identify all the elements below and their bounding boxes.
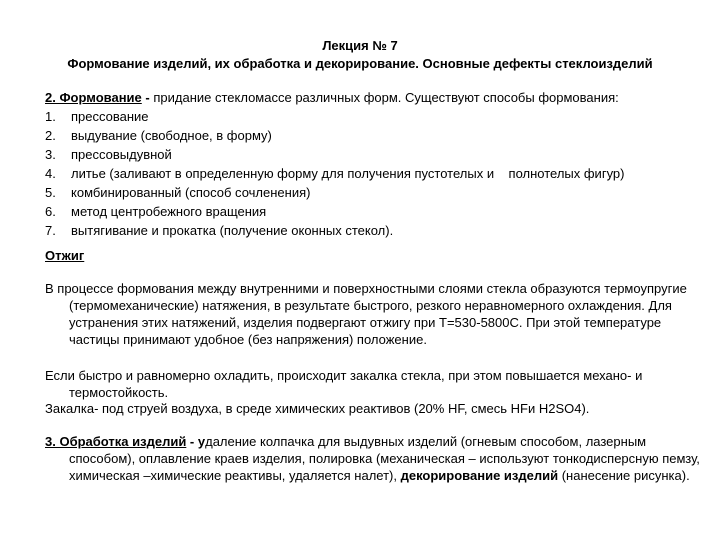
list-item-text: вытягивание и прокатка (получение оконных стекол). — [71, 223, 394, 238]
list-item — [45, 126, 695, 145]
list-item-text: литье (заливают в определенную форму для получения пустотелых и полнотелых фигур) — [71, 166, 625, 181]
list-item — [45, 164, 695, 183]
otzhig-section — [45, 247, 685, 264]
list-item-number: 1. — [45, 109, 56, 124]
list-item-number: 2. — [45, 128, 56, 143]
list-item — [45, 202, 695, 221]
list-item-text: метод центробежного вращения — [71, 204, 267, 219]
formovanie-text: придание стекломассе различных форм. Существуют способы формования: — [153, 90, 619, 105]
formovanie-heading: 2. Формование — [45, 90, 142, 105]
formovanie-separator: - — [141, 90, 154, 105]
list-item-text: выдувание (свободное, в форму) — [71, 128, 272, 143]
list-item-number: 6. — [45, 204, 56, 219]
methods-list — [45, 107, 695, 240]
obrabotka-text: даление колпачка для выдувных изделий (огневым способом, лазерным способом), оплавление краев изделия, полировка (механическая – используют тонкодисперсную пемзу, химическая –химические реактивы, удаляется налет), — [69, 434, 700, 483]
list-item-number: 7. — [45, 223, 56, 238]
otzhig-paragraph-1: В процессе формования между внутренними и поверхностными слоями стекла образуются термоупругие (термомеханические) натяжения, в результате быстрого, резкого неравномерного охлаждения. Для устранения этих натяжений, изделия подвергают отжигу при Т=530-5800С. При этой температуре частицы принимают удобное (без напряжения) положение. — [45, 281, 687, 347]
list-item-text: прессование — [71, 109, 149, 124]
list-item-number: 5. — [45, 185, 56, 200]
list-item-number: 3. — [45, 147, 56, 162]
obrabotka-paragraph — [45, 433, 709, 484]
list-item — [45, 145, 695, 164]
dekorirovanie-text: (нанесение рисунка). — [558, 468, 690, 483]
lecture-number: Лекция № 7 — [322, 38, 398, 53]
list-item-text: комбинированный (способ сочленения) — [71, 185, 311, 200]
otzhig-heading: Отжиг — [45, 248, 85, 263]
list-item — [45, 107, 695, 126]
list-item-text: прессовыдувной — [71, 147, 172, 162]
dekorirovanie-term: декорирование изделий — [400, 468, 559, 483]
list-item-number: 4. — [45, 166, 56, 181]
zakalka-paragraph: Если быстро и равномерно охладить, происходит закалка стекла, при этом повышается механо- и термостойкость. — [45, 368, 643, 400]
lecture-topic: Формование изделий, их обработка и декорирование. Основные дефекты стеклоизделий — [67, 56, 653, 71]
formovanie-paragraph — [45, 89, 685, 106]
obrabotka-separator: - у — [186, 434, 206, 449]
obrabotka-heading: 3. Обработка изделий — [45, 434, 187, 449]
zakalka-method-paragraph: Закалка- под струей воздуха, в среде химических реактивов (20% HF, смесь HFи H2SO4). — [45, 401, 590, 416]
list-item — [45, 183, 695, 202]
list-item — [45, 221, 695, 240]
